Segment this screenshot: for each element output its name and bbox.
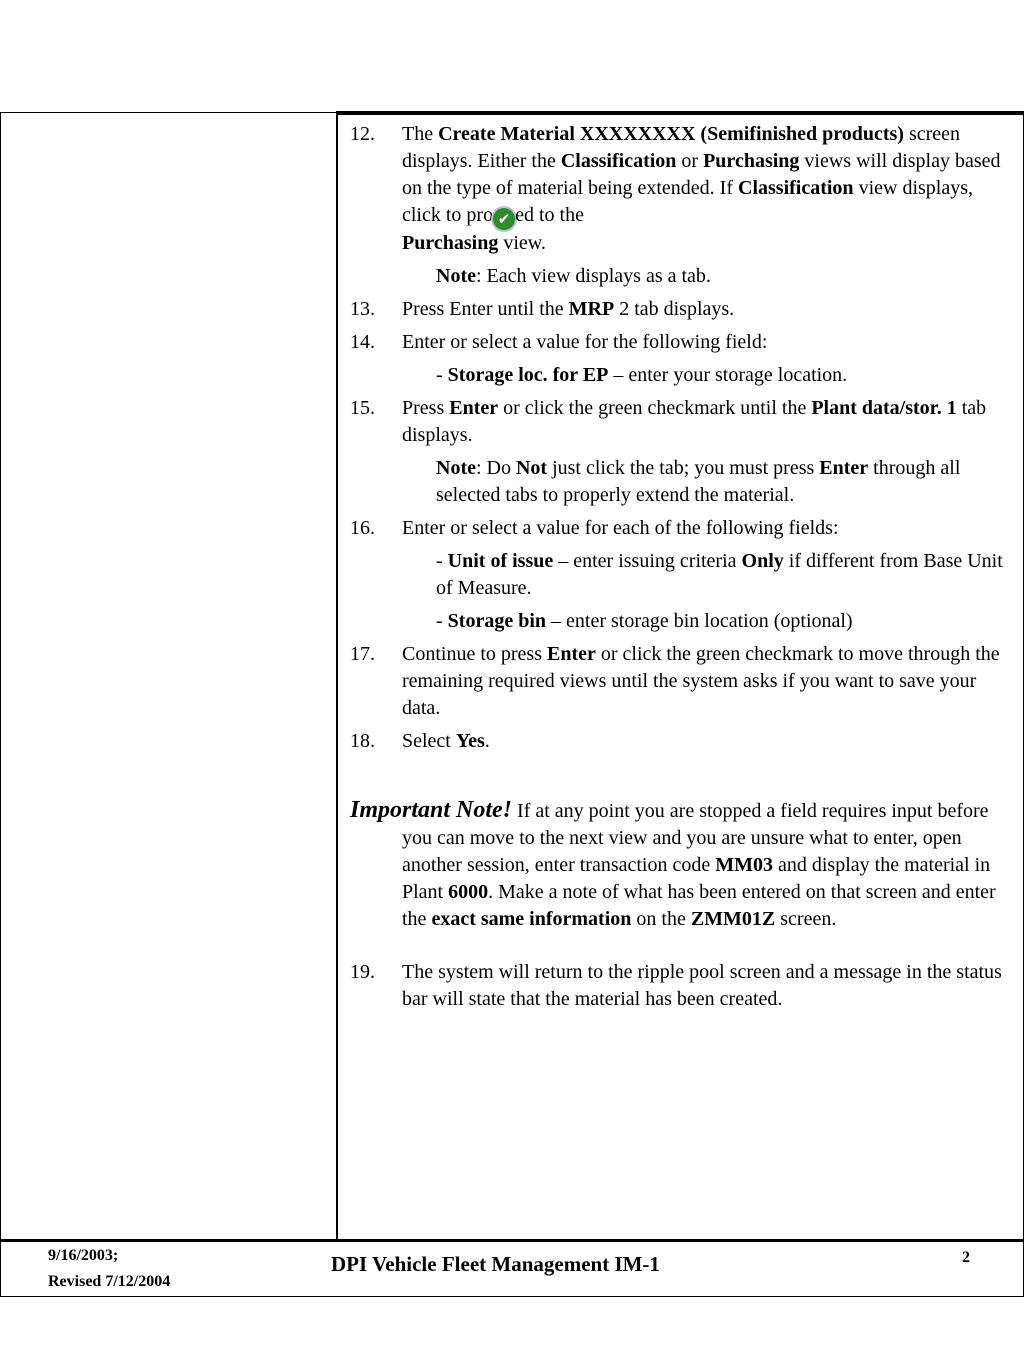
step-text: views will display based on the type of material being extended. If [402,150,1001,199]
field-description: – enter issuing criteria [553,550,742,572]
note-label: Note [436,457,476,479]
step-16 [350,515,1015,542]
step-14 [350,329,1015,356]
step-13 [350,296,1015,323]
note-text: just click the tab; you must press [547,457,820,479]
note-text: : Do [475,457,516,479]
field-name: Storage loc. for EP [447,364,609,386]
step-number: 12. [350,123,375,145]
step-number: 19. [350,961,375,983]
top-rule [336,111,1024,115]
step-text: view displays, click to pro [402,177,973,226]
step-12 [350,121,1015,257]
step-number: 17. [350,643,375,665]
step-18 [350,728,1015,755]
note-text: on the [631,908,691,930]
important-label: Important Note! [350,797,513,823]
key-name: Enter [819,457,869,479]
view-name: Purchasing [703,150,800,172]
field-dash: - [436,550,448,572]
column-divider [336,112,338,1240]
step-text: or click the green checkmark until the [498,397,812,419]
step-text: tab displays. [402,397,987,446]
step-text: screen displays. Either the [402,123,961,172]
step-number: 16. [350,517,375,539]
step-text: ed to the [515,204,584,226]
step-15 [350,395,1015,449]
spacer [350,761,1015,787]
step-text: Press Enter until the [402,298,569,320]
note-text: . Make a note of what has been entered on that screen and enter the [402,881,996,930]
step-text: Enter or select a value for each of the following fields: [402,517,839,539]
step-number: 14. [350,331,375,353]
footer-rule [0,1239,1024,1242]
note-label: Note [436,265,476,287]
note-text: screen. [775,908,837,930]
note-text: through all selected tabs to properly extend the material. [436,457,961,506]
field-description: – enter storage bin location (optional) [546,610,853,632]
note-text: If at any point you are stopped a field requires input before you can move to the next view and you are unsure what to enter, open another session, enter transaction code [402,800,989,876]
emphasis: Only [741,550,784,572]
step-text: The system will return to the ripple pool screen and a message in the status bar will state that the material has been created. [402,961,1002,1010]
note-15 [350,455,1015,509]
footer-revised: Revised 7/12/2004 [48,1273,171,1290]
button-name: Yes [455,730,485,752]
step-text: The [402,123,439,145]
step-text: or click the green checkmark to move through the remaining required views until the system asks if you want to save your data. [402,643,1000,719]
important-note [350,797,1015,933]
field-storage-loc [350,362,1015,389]
tab-name: MRP [568,298,615,320]
step-17 [350,641,1015,722]
step-text: . [484,730,490,752]
screen-name: ZMM01Z [690,908,776,930]
view-name: Classification [738,177,854,199]
note-text: and display the material in Plant [402,854,991,903]
step-text: Enter or select a value for the following field: [402,331,768,353]
page-number: 2 [962,1249,970,1266]
field-dash: - [436,610,448,632]
footer-title: DPI Vehicle Fleet Management IM-1 [331,1252,660,1276]
footer-date-block [48,1243,170,1295]
step-text: Press [402,397,450,419]
tab-name: Plant data/stor. 1 [811,397,957,419]
field-storage-bin [350,608,1015,635]
step-number: 18. [350,730,375,752]
field-name: Unit of issue [447,550,554,572]
step-text: Continue to press [402,643,547,665]
step-text: 2 tab displays. [614,298,735,320]
field-unit-of-issue [350,548,1015,602]
green-checkmark-icon[interactable]: ✔ [493,208,515,230]
footer-date: 9/16/2003; [48,1247,119,1264]
view-name: Classification [560,150,677,172]
field-description: – enter your storage location. [608,364,848,386]
step-number: 15. [350,397,375,419]
emphasis: exact same information [431,908,632,930]
field-description: if different from Base Unit of Measure. [436,550,1003,599]
field-dash: - [436,364,448,386]
screen-name: Create Material XXXXXXXX (Semifinished products) [438,123,904,145]
note-12 [350,263,1015,290]
key-name: Enter [547,643,596,665]
spacer [350,933,1015,959]
emphasis: Not [515,457,548,479]
instructions-column [350,121,1015,1019]
field-name: Storage bin [447,610,547,632]
note-text: : Each view displays as a tab. [475,265,711,287]
step-19 [350,959,1015,1013]
step-text: Select [402,730,456,752]
step-text: view. [498,232,546,254]
key-name: Enter [449,397,499,419]
transaction-code: MM03 [715,854,773,876]
view-name: Purchasing [402,232,499,254]
plant-number: 6000 [448,881,489,903]
step-number: 13. [350,298,375,320]
step-text: or [676,150,704,172]
